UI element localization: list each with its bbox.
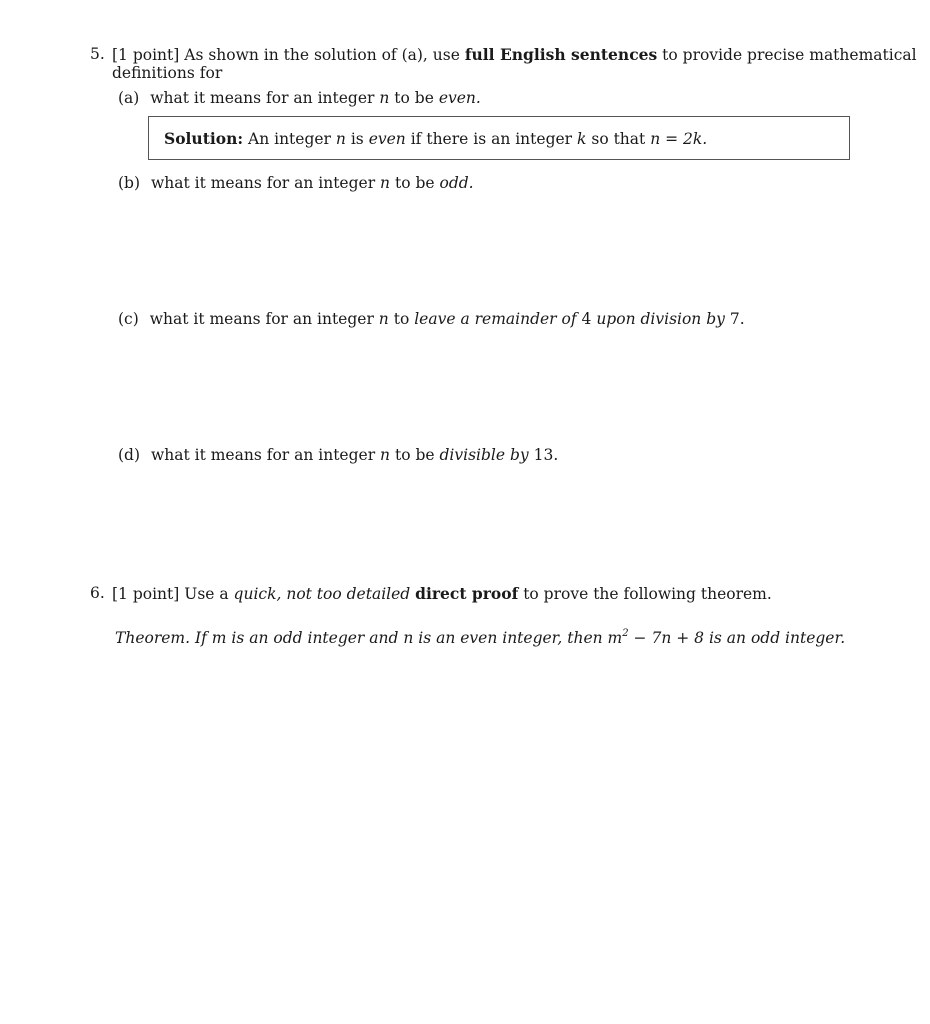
part-c	[118, 310, 745, 329]
points: [1 point]	[112, 585, 180, 603]
points: [1 point]	[112, 46, 180, 64]
part-text: what it means for an integer	[149, 310, 374, 328]
intro-bold: direct proof	[415, 584, 519, 603]
emphasis: odd.	[439, 174, 474, 192]
part-text: what it means for an integer	[150, 174, 376, 192]
intro-text: Use a	[184, 585, 229, 603]
part-text: to	[393, 310, 410, 328]
solution-part: is	[350, 130, 364, 148]
emphasis: leave a remainder of	[414, 310, 577, 328]
formula-base: m	[607, 629, 623, 647]
part-text: what it means for an integer	[150, 446, 376, 464]
math-var: n	[380, 446, 391, 464]
part-text: 7.	[729, 310, 745, 328]
math-var: n	[379, 89, 390, 107]
solution-box	[148, 116, 850, 160]
question-6-intro	[112, 584, 772, 604]
theorem-end: is an odd integer.	[708, 629, 846, 647]
formula-exponent: 2	[622, 627, 629, 639]
part-a	[118, 89, 481, 108]
part-text: to be	[394, 446, 435, 464]
formula-rest: − 7n + 8	[628, 629, 705, 647]
intro-text: to prove the following theorem.	[523, 585, 772, 603]
solution-part: so that	[591, 130, 646, 148]
emphasis: even	[368, 130, 406, 148]
question-number: 6.	[90, 584, 105, 602]
emphasis: divisible by	[439, 446, 529, 464]
intro-text: to provide precise mathematical	[662, 46, 917, 64]
theorem-text: If m is an odd integer and n is an even integer, then	[194, 629, 603, 647]
question-number: 5.	[90, 45, 105, 63]
intro-text: As shown in the solution of (a), use	[184, 46, 460, 64]
part-text: 13.	[533, 446, 559, 464]
part-label: (b)	[118, 174, 141, 192]
emphasis: quick, not too detailed	[233, 585, 411, 603]
intro-line-2: definitions for	[112, 64, 223, 82]
formula	[608, 629, 704, 647]
math-var: n	[335, 130, 346, 148]
part-text: to be	[394, 174, 435, 192]
emphasis: even.	[438, 89, 481, 107]
math-var: k	[577, 130, 587, 148]
part-label: (a)	[118, 89, 140, 107]
part-label: (d)	[118, 446, 141, 464]
part-label: (c)	[118, 310, 139, 328]
math-var: n	[380, 174, 391, 192]
part-d	[118, 446, 558, 465]
solution-text	[164, 129, 707, 149]
part-b	[118, 174, 474, 193]
emphasis: upon division by	[596, 310, 725, 328]
equation: n = 2k.	[650, 130, 708, 148]
theorem-label: Theorem.	[115, 629, 191, 647]
theorem	[115, 629, 845, 648]
question-5-intro	[112, 45, 917, 65]
intro-bold: full English sentences	[464, 45, 658, 64]
solution-part: if there is an integer	[410, 130, 573, 148]
part-text: to be	[394, 89, 434, 107]
number: 4	[581, 310, 592, 328]
math-var: n	[378, 310, 389, 328]
solution-label: Solution:	[164, 129, 244, 148]
part-text: what it means for an integer	[150, 89, 375, 107]
solution-part: An integer	[248, 130, 331, 148]
